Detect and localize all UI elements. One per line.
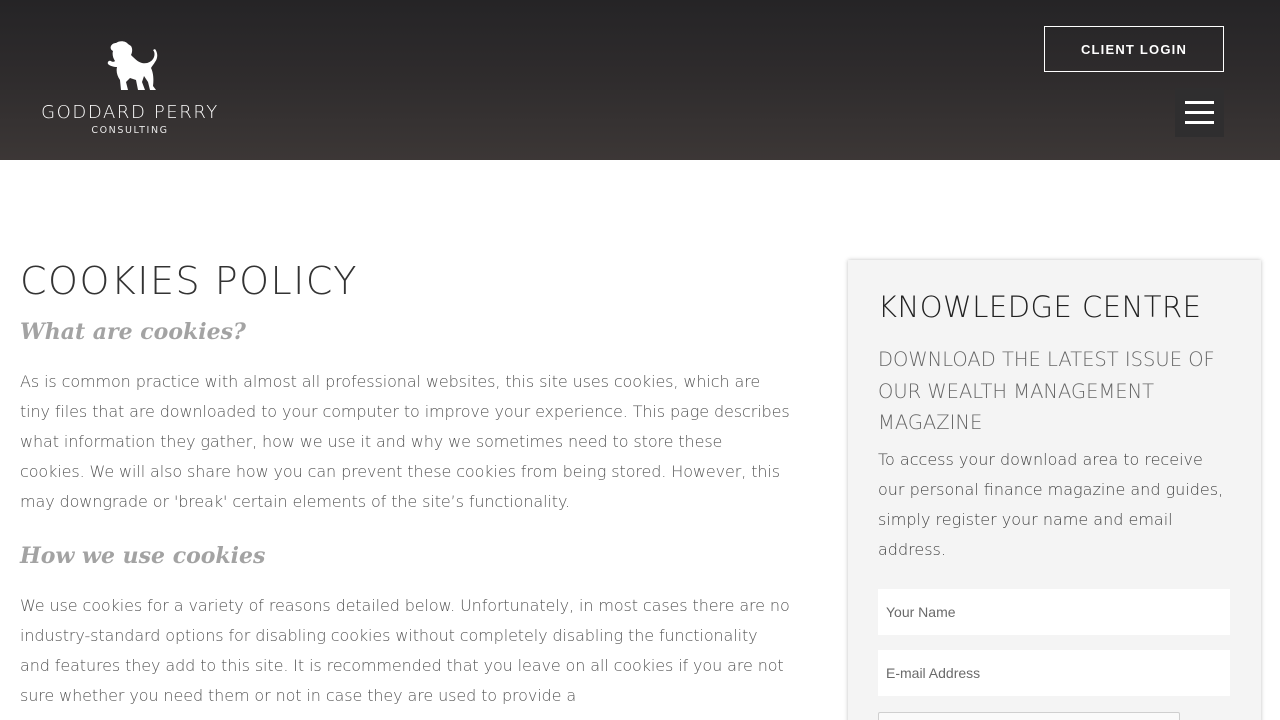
- hamburger-menu-icon-bar: [1185, 111, 1214, 114]
- hamburger-menu-icon: [1185, 101, 1214, 104]
- section-body-how-we-use-cookies: We use cookies for a variety of reasons detailed below. Unfortunately, in most cases there are no industry-standard options for disabling cookies without completely disabling the functionality and features they add to this site. It is recommended that you leave on all cookies if you are not sure whether you need them or not in case they are used to provide a: [20, 596, 790, 705]
- hamburger-menu-icon-bar: [1185, 121, 1214, 124]
- logo-subtitle: CONSULTING: [91, 125, 169, 136]
- section-heading-what-are-cookies: What are cookies?: [20, 319, 246, 345]
- section-body-what-are-cookies: As is common practice with almost all professional websites, this site uses cookies, which are tiny files that are downloaded to your computer to improve your experience. This page describes what information they gather, how we use it and why we sometimes need to store these cookies. We will also share how you can prevent these cookies from being stored. However, this may downgrade or 'break' certain elements of the site’s functionality.: [20, 372, 790, 511]
- site-header: [0, 0, 1280, 160]
- knowledge-centre-text: To access your download area to receive our personal finance magazine and guides, simply register your name and email address.: [878, 449, 1224, 559]
- main-content: [20, 255, 790, 711]
- name-input[interactable]: [878, 589, 1230, 635]
- client-login-button[interactable]: CLIENT LOGIN: [1044, 26, 1224, 72]
- logo[interactable]: [38, 40, 222, 140]
- lion-icon: [98, 40, 162, 96]
- section-heading-how-we-use-cookies: How we use cookies: [20, 543, 266, 569]
- recaptcha-box[interactable]: [878, 712, 1180, 720]
- hamburger-menu-button[interactable]: [1175, 88, 1224, 137]
- logo-name: GODDARD PERRY: [41, 102, 219, 123]
- page-title: COOKIES POLICY: [20, 259, 358, 303]
- knowledge-centre-title: KNOWLEDGE CENTRE: [878, 290, 1202, 324]
- email-input[interactable]: [878, 650, 1230, 696]
- knowledge-centre-panel: [848, 260, 1261, 720]
- knowledge-centre-subtitle: DOWNLOAD THE LATEST ISSUE OF OUR WEALTH MANAGEMENT MAGAZINE: [878, 348, 1215, 434]
